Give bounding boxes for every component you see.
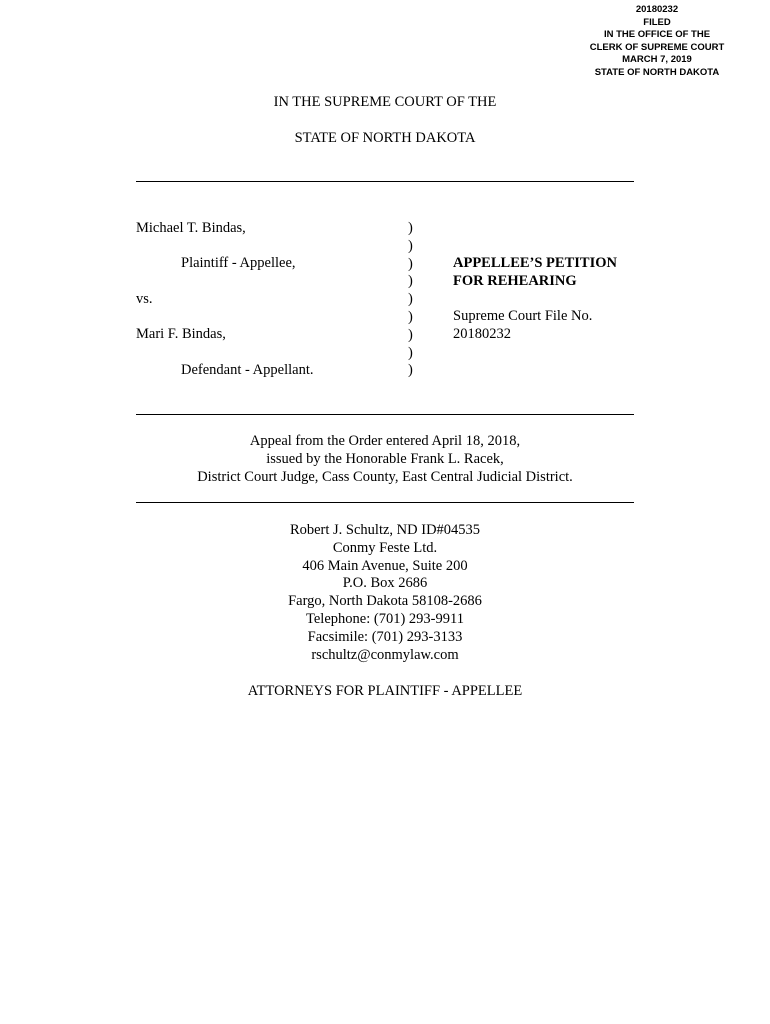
paren: ) (408, 237, 413, 254)
address-line: 406 Main Avenue, Suite 200 (302, 557, 468, 574)
file-number-label: Supreme Court File No. (453, 308, 593, 324)
attorney-block (136, 522, 634, 664)
telephone: Telephone: (701) 293-9911 (306, 610, 464, 627)
court-heading-line2: STATE OF NORTH DAKOTA (294, 130, 476, 146)
stamp-date: MARCH 7, 2019 (622, 54, 692, 66)
stamp-office: IN THE OFFICE OF THE (603, 29, 711, 41)
document-title-line1: APPELLEE’S PETITION (453, 255, 617, 271)
attorney-name: Robert J. Schultz, ND ID#04535 (289, 522, 481, 538)
email: rschultz@conmylaw.com (311, 646, 459, 663)
divider-top (136, 181, 634, 182)
paren: ) (408, 308, 413, 325)
appeal-line: Appeal from the Order entered April 18, 2018, (249, 433, 521, 449)
versus: vs. (136, 291, 153, 307)
po-box: P.O. Box 2686 (342, 575, 428, 592)
caption-parentheses (408, 220, 413, 380)
paren: ) (408, 273, 413, 290)
court-heading-line1: IN THE SUPREME COURT OF THE (273, 94, 497, 110)
divider-bottom (136, 502, 634, 503)
firm-name: Conmy Feste Ltd. (332, 539, 438, 556)
paren: ) (408, 344, 413, 361)
plaintiff-role: Plaintiff - Appellee, (181, 255, 296, 271)
file-number: 20180232 (453, 326, 511, 342)
document-title-line2: FOR REHEARING (453, 273, 577, 289)
defendant-role: Defendant - Appellant. (181, 362, 314, 378)
city-state-zip: Fargo, North Dakota 58108-2686 (288, 593, 482, 610)
stamp-filed: FILED (643, 16, 671, 28)
facsimile: Facsimile: (701) 293-3133 (307, 628, 463, 645)
paren: ) (408, 291, 413, 308)
appeal-line: District Court Judge, Cass County, East Central Judicial District. (197, 468, 573, 485)
plaintiff-name: Michael T. Bindas, (136, 220, 246, 236)
appeal-statement (136, 433, 634, 486)
appeal-line: issued by the Honorable Frank L. Racek, (266, 450, 504, 467)
attorneys-for-label: ATTORNEYS FOR PLAINTIFF - APPELLEE (247, 683, 523, 699)
defendant-name: Mari F. Bindas, (136, 326, 226, 342)
paren: ) (408, 362, 413, 379)
divider-middle (136, 414, 634, 415)
stamp-clerk: CLERK OF SUPREME COURT (589, 41, 725, 53)
paren: ) (408, 255, 413, 272)
filing-stamp (566, 4, 748, 80)
paren: ) (408, 326, 413, 343)
stamp-state: STATE OF NORTH DAKOTA (594, 66, 720, 78)
paren: ) (408, 220, 413, 236)
stamp-file-number: 20180232 (635, 4, 679, 15)
